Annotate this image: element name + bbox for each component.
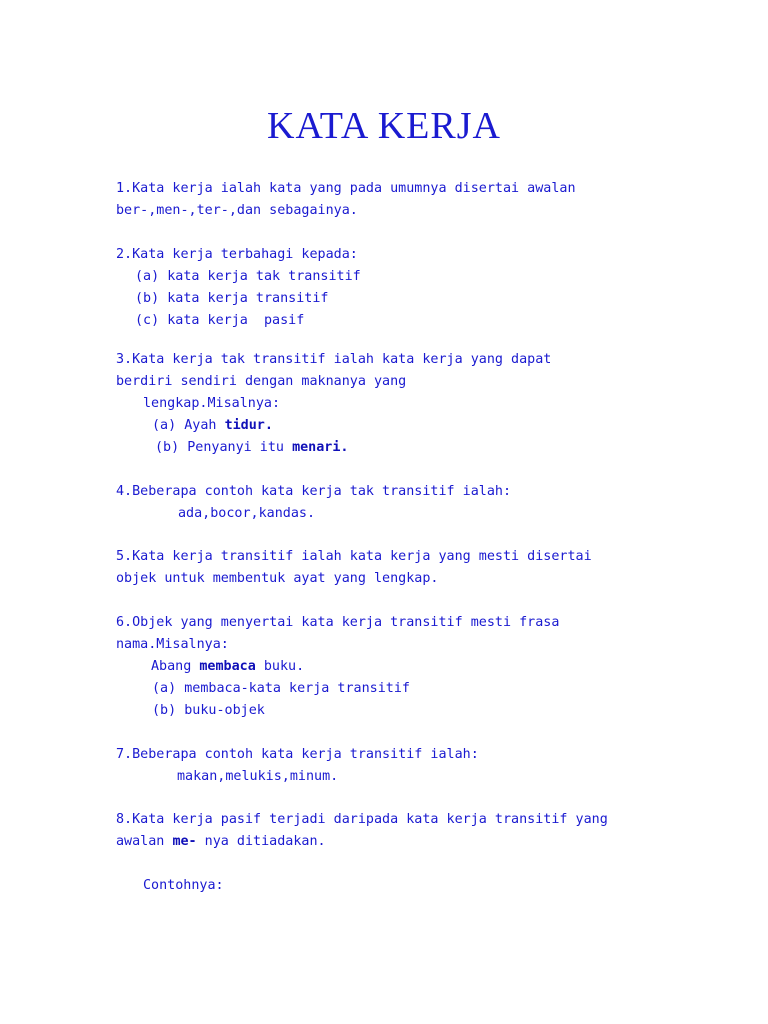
section-3-example-b	[155, 437, 349, 459]
example-a-text: (a) Ayah	[152, 418, 225, 433]
section-6-line-1: 6.Objek yang menyertai kata kerja transitif mesti frasa	[116, 615, 560, 630]
section-6-line-2: nama.Misalnya:	[116, 637, 229, 652]
section-5-line-1: 5.Kata kerja transitif ialah kata kerja yang mesti disertai	[116, 549, 592, 564]
section-5-line-2: objek untuk membentuk ayat yang lengkap.	[116, 571, 439, 586]
section-7-line-2: makan,melukis,minum.	[177, 769, 339, 784]
prefix-me: me-	[172, 834, 197, 849]
section-1-line-1: 1.Kata kerja ialah kata yang pada umumnya disertai awalan	[116, 181, 576, 196]
section-2-item-a: (a) kata kerja tak transitif	[135, 269, 361, 284]
section-7-line-1: 7.Beberapa contoh kata kerja transitif ialah:	[116, 747, 479, 762]
section-6-item-b: (b) buku-objek	[152, 703, 265, 718]
section-3-line-2: berdiri sendiri dengan maknanya yang	[116, 374, 407, 389]
section-2-item-c: (c) kata kerja pasif	[135, 313, 305, 328]
line-2-start: awalan	[116, 834, 173, 849]
section-8-line-3: Contohnya:	[143, 878, 224, 893]
section-6-example	[151, 656, 304, 678]
line-2-end: nya ditiadakan.	[196, 834, 326, 849]
example-b-text: (b) Penyanyi itu	[155, 440, 293, 455]
example-a-verb: tidur.	[224, 418, 273, 433]
example-b-verb: menari.	[292, 440, 349, 455]
example-subject: Abang	[151, 659, 200, 674]
section-8-line-1: 8.Kata kerja pasif terjadi daripada kata kerja transitif yang	[116, 812, 608, 827]
page-title: KATA KERJA	[267, 105, 501, 147]
section-2-item-b: (b) kata kerja transitif	[135, 291, 329, 306]
section-8-line-2	[116, 831, 326, 853]
section-4-line-2: ada,bocor,kandas.	[178, 506, 316, 521]
section-3-line-1: 3.Kata kerja tak transitif ialah kata kerja yang dapat	[116, 352, 552, 367]
example-object: buku.	[255, 659, 305, 674]
section-3-line-3: lengkap.Misalnya:	[143, 396, 281, 411]
section-1-line-2: ber-,men-,ter-,dan sebagainya.	[116, 203, 358, 218]
section-3-example-a	[152, 415, 273, 437]
section-2-line-1: 2.Kata kerja terbahagi kepada:	[116, 247, 358, 262]
section-4-line-1: 4.Beberapa contoh kata kerja tak transitif ialah:	[116, 484, 512, 499]
example-verb: membaca	[199, 659, 256, 674]
section-6-item-a: (a) membaca-kata kerja transitif	[152, 681, 410, 696]
